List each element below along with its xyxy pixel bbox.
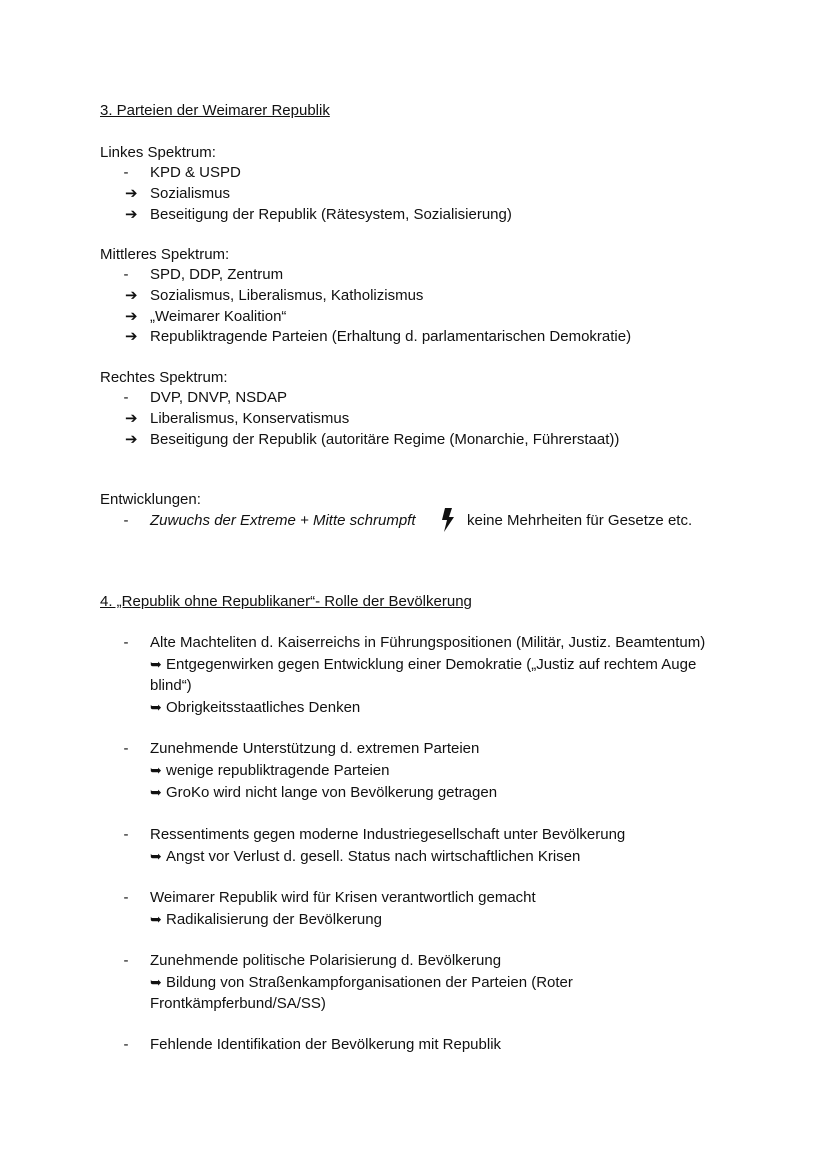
role-subitem-continued: Frontkämpferbund/SA/SS)	[150, 995, 326, 1012]
right-parties: DVP, DNVP, NSDAP	[150, 389, 287, 406]
middle-point: Republiktragende Parteien (Erhaltung d. parlamentarischen Demokratie)	[150, 328, 632, 345]
role-subitem-continued: blind“)	[150, 677, 192, 694]
section3-heading: 3. Parteien der Weimarer Republik	[100, 102, 330, 119]
dash-bullet: -	[123, 389, 129, 406]
left-spectrum-label: Linkes Spektrum:	[100, 144, 216, 161]
middle-point: „Weimarer Koalition“	[150, 308, 287, 325]
dash-bullet: -	[123, 826, 129, 843]
arrow-icon: ➔	[125, 308, 138, 325]
sub-arrow-icon: ➥	[150, 784, 162, 800]
sub-arrow-icon: ➥	[150, 762, 162, 778]
arrow-icon: ➔	[125, 431, 138, 448]
right-point: Beseitigung der Republik (autoritäre Regime (Monarchie, Führerstaat))	[150, 431, 620, 448]
sub-arrow-icon: ➥	[150, 848, 162, 864]
arrow-icon: ➔	[125, 185, 138, 202]
dash-bullet: -	[123, 1036, 129, 1053]
dash-bullet: -	[123, 266, 129, 283]
arrow-icon: ➔	[125, 206, 138, 223]
middle-spectrum-label: Mittleres Spektrum:	[100, 246, 230, 263]
role-subitem: GroKo wird nicht lange von Bevölkerung getragen	[166, 784, 498, 801]
dash-bullet: -	[123, 740, 129, 757]
lightning-bolt-icon	[440, 507, 456, 533]
sub-arrow-icon: ➥	[150, 699, 162, 715]
sub-arrow-icon: ➥	[150, 911, 162, 927]
left-point: Beseitigung der Republik (Rätesystem, Sozialisierung)	[150, 206, 512, 223]
sub-arrow-icon: ➥	[150, 656, 162, 672]
role-subitem: Bildung von Straßenkampforganisationen der Parteien (Roter	[166, 974, 573, 991]
dash-bullet: -	[123, 889, 129, 906]
role-subitem: Radikalisierung der Bevölkerung	[166, 911, 382, 928]
role-item: Zunehmende Unterstützung d. extremen Parteien	[150, 740, 480, 757]
role-item: Zunehmende politische Polarisierung d. Bevölkerung	[150, 952, 502, 969]
arrow-icon: ➔	[125, 287, 138, 304]
arrow-icon: ➔	[125, 328, 138, 345]
role-subitem: Angst vor Verlust d. gesell. Status nach wirtschaftlichen Krisen	[166, 848, 581, 865]
role-item: Alte Machteliten d. Kaiserreichs in Führungspositionen (Militär, Justiz. Beamtentum)	[150, 634, 706, 651]
role-subitem: Entgegenwirken gegen Entwicklung einer Demokratie („Justiz auf rechtem Auge	[166, 656, 697, 673]
middle-parties: SPD, DDP, Zentrum	[150, 266, 284, 283]
dash-bullet: -	[123, 952, 129, 969]
developments-cause: Zuwuchs der Extreme + Mitte schrumpft	[150, 512, 416, 529]
role-subitem: wenige republiktragende Parteien	[166, 762, 390, 779]
right-point: Liberalismus, Konservatismus	[150, 410, 350, 427]
middle-point: Sozialismus, Liberalismus, Katholizismus	[150, 287, 424, 304]
role-item: Fehlende Identifikation der Bevölkerung mit Republik	[150, 1036, 502, 1053]
developments-label: Entwicklungen:	[100, 491, 201, 508]
developments-effect: keine Mehrheiten für Gesetze etc.	[467, 512, 693, 529]
left-parties: KPD & USPD	[150, 164, 241, 181]
left-point: Sozialismus	[150, 185, 231, 202]
role-item: Ressentiments gegen moderne Industriegesellschaft unter Bevölkerung	[150, 826, 626, 843]
sub-arrow-icon: ➥	[150, 974, 162, 990]
dash-bullet: -	[123, 512, 129, 529]
section4-heading: 4. „Republik ohne Republikaner“- Rolle der Bevölkerung	[100, 593, 472, 610]
dash-bullet: -	[123, 634, 129, 651]
dash-bullet: -	[123, 164, 129, 181]
right-spectrum-label: Rechtes Spektrum:	[100, 369, 228, 386]
role-subitem: Obrigkeitsstaatliches Denken	[166, 699, 361, 716]
role-item: Weimarer Republik wird für Krisen verantwortlich gemacht	[150, 889, 536, 906]
arrow-icon: ➔	[125, 410, 138, 427]
